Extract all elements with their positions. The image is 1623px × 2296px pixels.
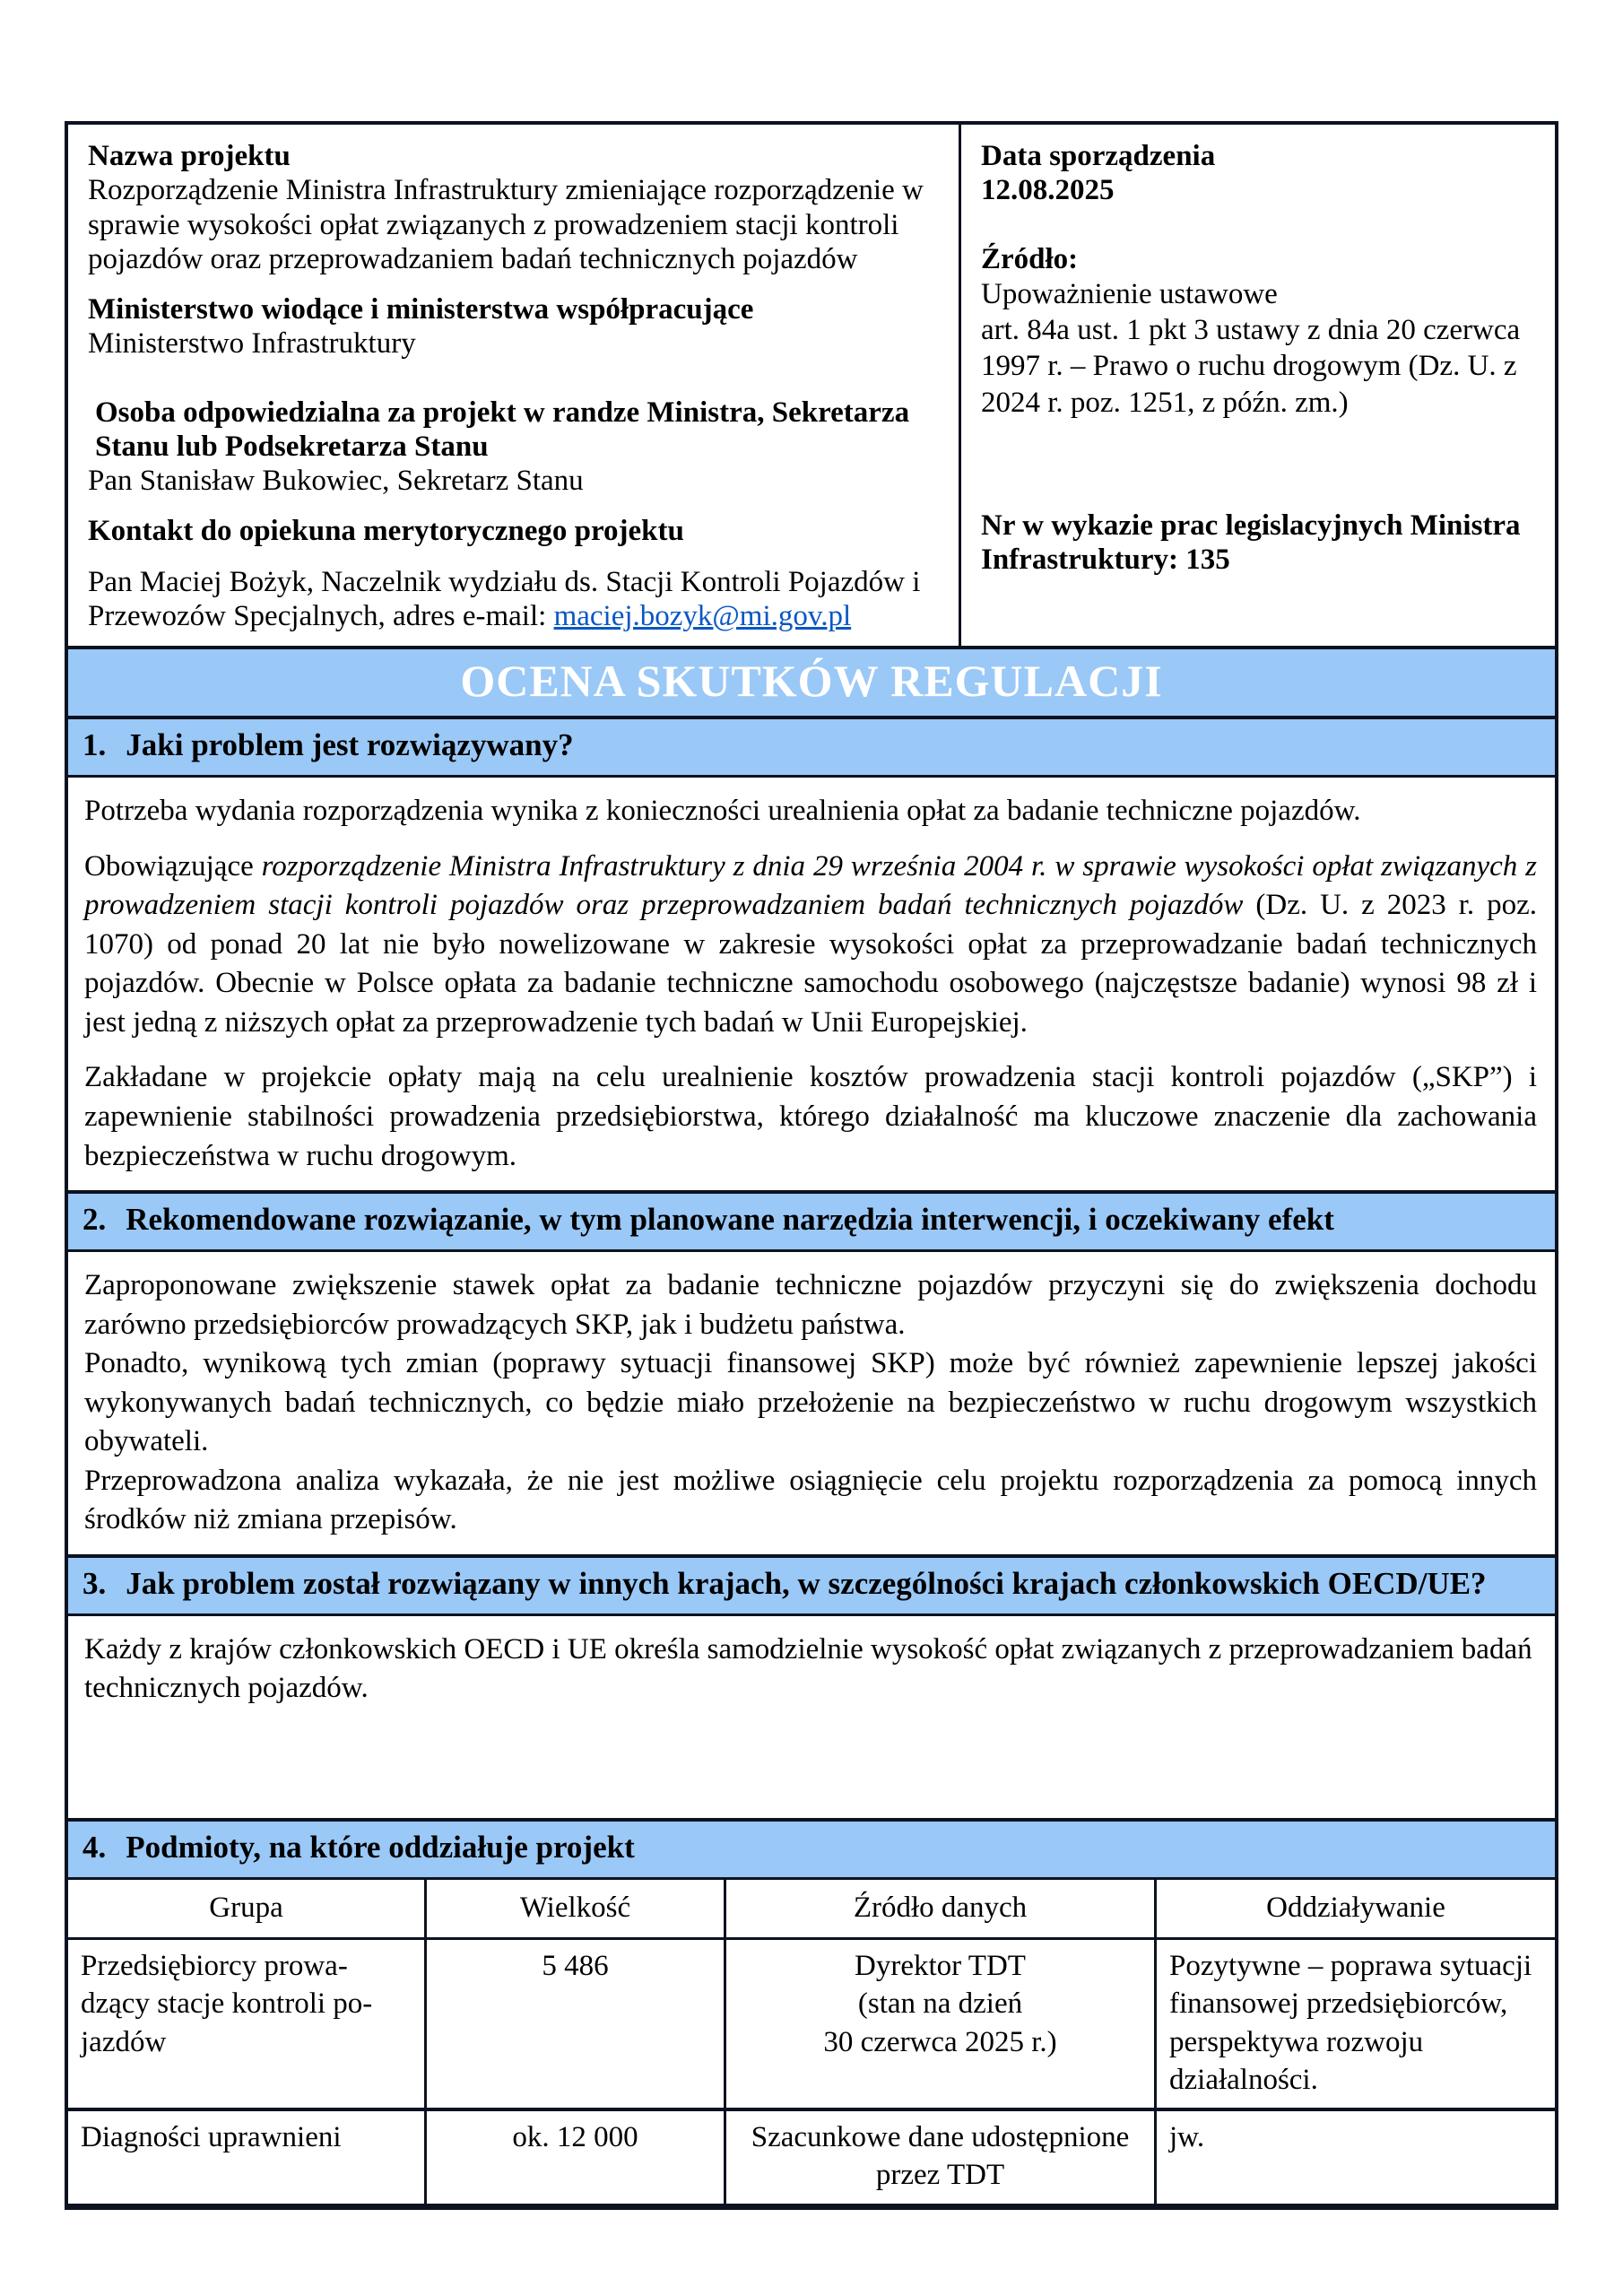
paragraph: Przeprowadzona analiza wykazała, że nie jest możliwe osiągnięcie celu projektu rozporządzenia za pomocą innych środków niż zmiana przepisów. bbox=[84, 1464, 1537, 1536]
paragraph-text: (Dz. U. z 2023 r. poz. 1070) od ponad 20 lat nie było nowelizowane w zakresie wysokości opłat za przeprowadzanie badań technicznych pojazdów. Obecnie w Polsce opłata za badanie techniczne samochodu osobowego (najczęstsze badanie) wynosi 98 zł i jest jedną z niższych opłat za przeprowadzenie tych badań w Unii Europejskiej. bbox=[84, 889, 1538, 1039]
header-right-cell bbox=[961, 125, 1555, 646]
legislative-list-number: Nr w wykazie prac legislacyjnych Ministra Infrastruktury: 135 bbox=[981, 509, 1521, 577]
entities-table-header-row bbox=[68, 1880, 1555, 1937]
date-prepared-value: 12.08.2025 bbox=[981, 174, 1115, 207]
source-line1: Upoważnienie ustawowe bbox=[981, 277, 1278, 310]
column-header-data-source: Źródło danych bbox=[724, 1880, 1154, 1937]
section-4-heading bbox=[68, 1818, 1555, 1880]
cell-group: Przedsiębiorcy prowa- dzący stacje kontroli po- jazdów bbox=[81, 1950, 373, 2058]
lead-ministry-label: Ministerstwo wiodące i ministerstwa współpracujące bbox=[88, 293, 754, 326]
table-row bbox=[68, 1937, 1555, 2108]
contact-value bbox=[88, 565, 939, 634]
cell-data-source: Szacunkowe dane udostępnione przez TDT bbox=[724, 2111, 1154, 2203]
project-name-value: Rozporządzenie Ministra Infrastruktury zmieniające rozporządzenie w sprawie wysokości opłat związanych z prowadzeniem stacji kontroli pojazdów oraz przeprowadzaniem badań technicznych pojazdów bbox=[88, 174, 924, 275]
contact-label: Kontakt do opiekuna merytorycznego projektu bbox=[88, 515, 684, 548]
header-metadata-table bbox=[68, 125, 1555, 646]
section-4-title: Podmioty, na które oddziałuje projekt bbox=[126, 1829, 635, 1865]
section-3-title: Jak problem został rozwiązany w innych krajach, w szczególności krajach członkowskich OECD/UE? bbox=[126, 1565, 1487, 1601]
osr-document bbox=[65, 121, 1558, 2210]
cell-impact: Pozytywne – poprawa sytuacji finansowej przedsiębiorców, perspektywa rozwoju działalności. bbox=[1154, 1940, 1555, 2108]
paragraph: Potrzeba wydania rozporządzenia wynika z konieczności urealnienia opłat za badanie techniczne pojazdów. bbox=[84, 795, 1361, 828]
date-prepared-label: Data sporządzenia bbox=[981, 140, 1216, 172]
section-4-number: 4. bbox=[82, 1829, 107, 1865]
section-1-body bbox=[68, 778, 1555, 1190]
cell-impact: jw. bbox=[1154, 2111, 1555, 2203]
paragraph bbox=[84, 848, 1537, 1043]
paragraph-text: Obowiązujące bbox=[84, 849, 262, 883]
section-2-heading bbox=[68, 1190, 1555, 1252]
cell-size: 5 486 bbox=[424, 1940, 724, 2108]
cell-group: Diagności uprawnieni bbox=[81, 2121, 342, 2154]
column-header-group: Grupa bbox=[209, 1891, 283, 1924]
section-3-body bbox=[68, 1616, 1555, 1818]
paragraph: Zaproponowane zwiększenie stawek opłat za badanie techniczne pojazdów przyczyni się do zwiększenia dochodu zarówno przedsiębiorców prowadzących SKP, jak i budżetu państwa. bbox=[84, 1269, 1537, 1341]
document-title: OCENA SKUTKÓW REGULACJI bbox=[460, 656, 1163, 707]
regulation-title-italic: rozporządzenie Ministra Infrastruktury z dnia 29 września 2004 r. w sprawie wysokości opłat związanych z prowadzeniem stacji kontroli pojazdów oraz przeprowadzaniem badań technicznych pojazdów bbox=[84, 849, 1537, 922]
project-name-label: Nazwa projektu bbox=[88, 140, 291, 172]
cell-size: ok. 12 000 bbox=[424, 2111, 724, 2203]
document-title-bar bbox=[68, 646, 1555, 716]
paragraph: Ponadto, wynikową tych zmian (poprawy sytuacji finansowej SKP) może być również zapewnienie lepszej jakości wykonywanych badań technicznych, co będzie miało przełożenie na bezpieczeństwo w ruchu drogowym wszystkich obywateli. bbox=[84, 1347, 1537, 1458]
paragraph: Każdy z krajów członkowskich OECD i UE określa samodzielnie wysokość opłat związanych z przeprowadzaniem badań technicznych pojazdów. bbox=[84, 1632, 1532, 1705]
section-2-number: 2. bbox=[82, 1202, 107, 1238]
table-row bbox=[68, 2108, 1555, 2203]
source-line2: art. 84a ust. 1 pkt 3 ustawy z dnia 20 czerwca 1997 r. – Prawo o ruchu drogowym (Dz. U. z 2024 r. poz. 1251, z późn. zm.) bbox=[981, 314, 1521, 419]
cell-data-source: Dyrektor TDT (stan na dzień 30 czerwca 2025 r.) bbox=[724, 1940, 1154, 2108]
section-3-number: 3. bbox=[82, 1565, 107, 1601]
column-header-size: Wielkość bbox=[424, 1880, 724, 1937]
section-1-heading bbox=[68, 716, 1555, 778]
section-2-title: Rekomendowane rozwiązanie, w tym planowane narzędzia interwencji, i oczekiwany efekt bbox=[126, 1202, 1334, 1238]
responsible-person-label: Osoba odpowiedzialna za projekt w randze Ministra, Sekretarza Stanu lub Podsekretarza Stanu bbox=[95, 396, 910, 463]
contact-email-link[interactable]: maciej.bozyk@mi.gov.pl bbox=[553, 599, 852, 632]
section-1-title: Jaki problem jest rozwiązywany? bbox=[126, 727, 574, 763]
column-header-impact: Oddziaływanie bbox=[1154, 1880, 1555, 1937]
section-3-heading bbox=[68, 1554, 1555, 1616]
paragraph: Zakładane w projekcie opłaty mają na celu urealnienie kosztów prowadzenia stacji kontroli pojazdów („SKP”) i zapewnienie stabilności prowadzenia przedsiębiorstwa, którego działalność ma kluczowe znaczenie dla zachowania bezpieczeństwa w ruchu drogowym. bbox=[84, 1061, 1537, 1172]
section-1-number: 1. bbox=[82, 727, 107, 763]
header-left-cell bbox=[68, 125, 961, 646]
contact-value-text: Pan Maciej Bożyk, Naczelnik wydziału ds. Stacji Kontroli Pojazdów i Przewozów Specjalnych, adres e-mail: bbox=[88, 565, 921, 632]
responsible-person-value: Pan Stanisław Bukowiec, Sekretarz Stanu bbox=[88, 465, 584, 498]
section-2-body bbox=[68, 1252, 1555, 1554]
lead-ministry-value: Ministerstwo Infrastruktury bbox=[88, 327, 416, 361]
source-label: Źródło: bbox=[981, 242, 1079, 275]
